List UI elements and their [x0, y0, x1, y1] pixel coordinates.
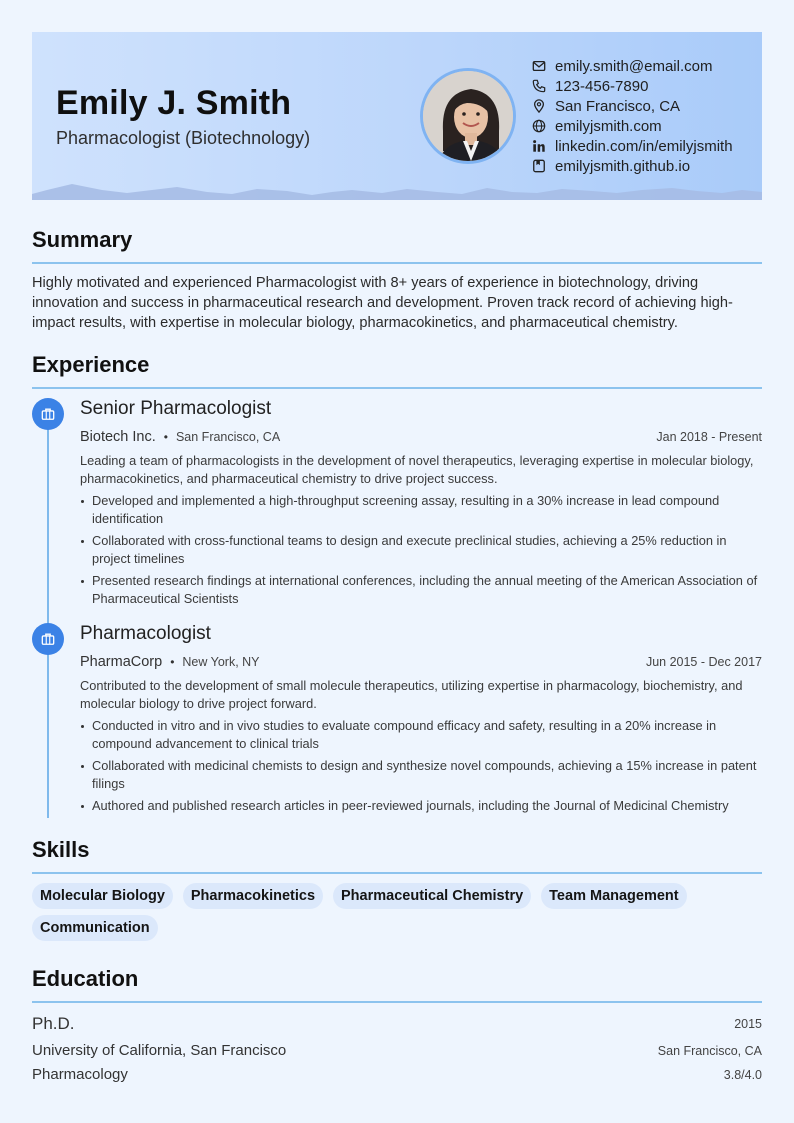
job-achievements	[80, 717, 762, 815]
summary-heading: Summary	[32, 227, 133, 252]
experience-divider	[32, 387, 762, 389]
location-pin-icon	[532, 99, 546, 113]
separator-dot: •	[170, 655, 175, 669]
list-item: Conducted in vitro and in vivo studies to evaluate compound efficacy and safety, resulting in a 20% increase in compound advancement to clinical trials	[80, 717, 762, 753]
job-achievements	[80, 492, 762, 608]
summary-divider	[32, 262, 762, 264]
skill-chip: Molecular Biology	[32, 883, 173, 909]
contact-website-text: emilyjsmith.com	[555, 117, 662, 135]
contact-phone[interactable]	[532, 76, 733, 96]
resume-header	[32, 32, 762, 200]
education-divider	[32, 1001, 762, 1003]
education-gpa: 3.8/4.0	[723, 1067, 762, 1082]
education-field: Pharmacology	[32, 1066, 128, 1083]
contact-github-text: emilyjsmith.github.io	[555, 157, 691, 175]
contact-linkedin[interactable]	[532, 136, 733, 156]
education-location: San Francisco, CA	[657, 1043, 762, 1058]
linkedin-icon	[532, 139, 546, 153]
header-wave-decoration	[32, 184, 762, 200]
education-school: University of California, San Francisco	[32, 1042, 287, 1059]
list-item: Presented research findings at international conferences, including the annual meeting of the American Association of Pharmaceutical Scientists	[80, 572, 762, 608]
job-company: PharmaCorp	[80, 654, 163, 670]
job-dates: Jun 2015 - Dec 2017	[645, 655, 762, 669]
contact-email[interactable]	[532, 56, 733, 76]
contact-linkedin-text: linkedin.com/in/emilyjsmith	[555, 137, 733, 155]
list-item: Collaborated with medicinal chemists to design and synthesize novel compounds, achieving a 15% increase in patent filings	[80, 757, 762, 793]
education-field-row	[32, 1066, 762, 1083]
phone-icon	[532, 79, 546, 93]
education-school-row	[32, 1042, 762, 1059]
job-company: Biotech Inc.	[80, 429, 156, 445]
skill-chip: Communication	[32, 915, 158, 941]
experience-timeline	[47, 412, 49, 818]
contact-location-text: San Francisco, CA	[555, 97, 681, 115]
profile-photo	[420, 68, 516, 164]
job-meta	[80, 649, 762, 675]
skill-chip: Pharmacokinetics	[183, 883, 323, 909]
job-entry	[80, 398, 762, 612]
briefcase-icon	[41, 407, 55, 421]
list-item: Developed and implemented a high-throughput screening assay, resulting in a 30% increase in lead compound identification	[80, 492, 762, 528]
contact-list	[532, 56, 733, 176]
job-marker-2	[32, 623, 64, 655]
skills-heading: Skills	[32, 837, 90, 862]
globe-icon	[532, 119, 546, 133]
contact-github[interactable]	[532, 156, 733, 176]
job-location: San Francisco, CA	[175, 430, 281, 444]
experience-heading: Experience	[32, 352, 150, 377]
job-description: Leading a team of pharmacologists in the development of novel therapeutics, leveraging expertise in molecular biology, pharmacokinetics, and pharmaceutical chemistry to drive project success.	[80, 453, 754, 486]
list-item: Collaborated with cross-functional teams to design and execute preclinical studies, achieving a 25% reduction in project timelines	[80, 532, 762, 568]
skills-divider	[32, 872, 762, 874]
mail-icon	[532, 59, 546, 73]
contact-phone-text: 123-456-7890	[555, 77, 649, 95]
job-meta	[80, 424, 762, 450]
contact-location	[532, 96, 733, 116]
briefcase-icon	[41, 632, 55, 646]
education-heading: Education	[32, 966, 139, 991]
job-location: New York, NY	[182, 655, 260, 669]
education-degree-row	[32, 1014, 762, 1034]
education-degree: Ph.D.	[32, 1014, 75, 1033]
skill-chip: Team Management	[541, 883, 686, 909]
job-title: Senior Pharmacologist	[80, 398, 272, 419]
contact-website[interactable]	[532, 116, 733, 136]
job-description: Contributed to the development of small molecule therapeutics, utilizing expertise in pharmacology, biochemistry, and molecular biology to drive project forward.	[80, 678, 743, 711]
job-title: Pharmacologist	[80, 623, 211, 644]
separator-dot: •	[163, 430, 168, 444]
candidate-role: Pharmacologist (Biotechnology)	[56, 128, 311, 148]
skills-list	[32, 883, 762, 941]
github-icon	[532, 159, 546, 173]
job-marker-1	[32, 398, 64, 430]
list-item: Authored and published research articles in peer-reviewed journals, including the Journal of Medicinal Chemistry	[80, 797, 762, 815]
contact-email-text: emily.smith@email.com	[555, 57, 713, 75]
candidate-name: Emily J. Smith	[56, 84, 292, 122]
skill-chip: Pharmaceutical Chemistry	[333, 883, 531, 909]
summary-text: Highly motivated and experienced Pharmacologist with 8+ years of experience in biotechnology, driving innovation and success in pharmaceutical research and development. Proven track record of achieving high-impact results, with expertise in molecular biology, pharmacokinetics, and pharmaceutical chemistry.	[32, 275, 733, 331]
job-dates: Jan 2018 - Present	[656, 430, 762, 444]
education-year: 2015	[734, 1017, 762, 1031]
job-entry	[80, 623, 762, 819]
